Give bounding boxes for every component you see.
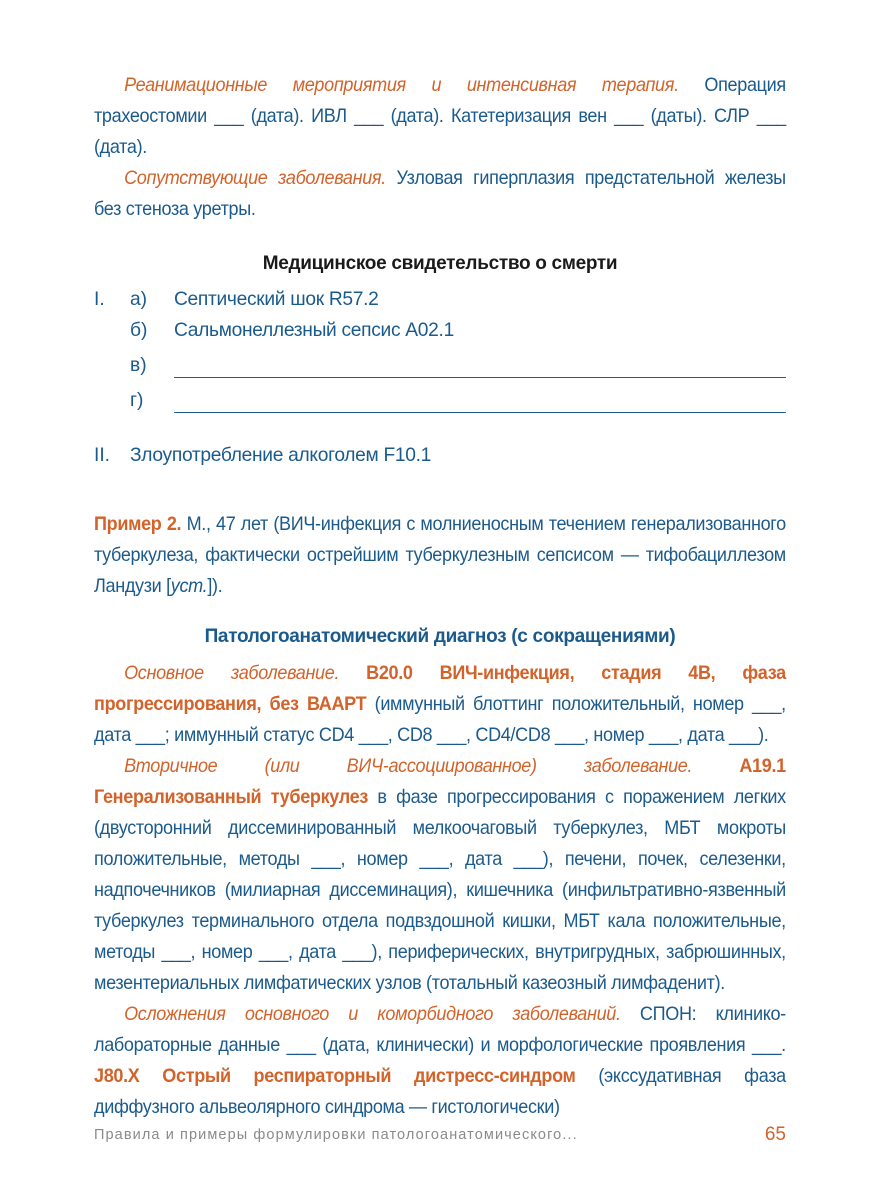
cert-row-a: [94, 289, 786, 320]
paragraph-text: Узловая гиперплазия предстательной железы без стеноза уретры.: [94, 168, 786, 220]
section-label: Реанимационные мероприятия и интенсивная терапия.: [124, 75, 679, 96]
abbreviation: уст.: [170, 576, 208, 597]
row-text: Сальмонеллезный сепсис A02.1: [174, 320, 454, 341]
diagnosis-code: A19.1 Генерализованный туберкулез: [94, 756, 786, 808]
paragraph-text: (экссудативная фаза диффузного альвеолярного синдрома — гистологически): [94, 1066, 786, 1118]
row-letter: г): [130, 390, 144, 411]
diagnosis-code: B20.0 ВИЧ-инфекция, стадия 4В, фаза прогрессирования, без ВААРТ: [94, 663, 786, 715]
death-certificate: [94, 289, 786, 509]
paragraph-text: (иммунный блоттинг положительный, номер ___, дата ___; иммунный статус CD4 ___, CD8 ___, CD4/CD8 ___, номер ___, дата ___).: [94, 694, 786, 746]
paragraph-text: Операция трахеостомии ___ (дата). ИВЛ ___ (дата). Катетеризация вен ___ (даты). СЛР ___ (дата).: [94, 75, 786, 158]
secondary-disease-paragraph: [94, 751, 786, 999]
blank-line: [174, 377, 786, 378]
section-label: Вторичное (или ВИЧ-ассоциированное) заболевание.: [124, 756, 693, 777]
row-letter: а): [130, 289, 148, 310]
example-label: Пример 2.: [94, 514, 182, 535]
part-one-numeral: I.: [94, 289, 105, 310]
row-letter: в): [130, 355, 147, 376]
section-label: Осложнения основного и коморбидного заболеваний.: [124, 1004, 621, 1025]
running-title: Правила и примеры формулировки патологоанатомического...: [94, 1127, 578, 1143]
page-number: 65: [764, 1124, 786, 1145]
cert-part-two: [94, 445, 786, 476]
row-letter: б): [130, 320, 148, 341]
certificate-title: Медицинское свидетельство о смерти: [262, 253, 618, 274]
row-text: Злоупотребление алкоголем F10.1: [130, 445, 432, 466]
part-two-numeral: II.: [94, 445, 110, 466]
example-text-end: ]).: [207, 576, 223, 597]
paragraph-comorbid: [94, 163, 786, 225]
section-label: Сопутствующие заболевания.: [124, 168, 386, 189]
page-footer: [94, 1124, 786, 1151]
diagnosis-code: J80.X Острый респираторный дистресс-синдром: [94, 1066, 576, 1087]
complications-paragraph: [94, 999, 786, 1123]
main-disease-paragraph: [94, 658, 786, 751]
example-text: М., 47 лет (ВИЧ-инфекция с молниеносным течением генерализованного туберкулеза, фактически острейшим туберкулезным сепсисом — тифобациллезом Ландузи [: [94, 514, 786, 597]
cert-row-b: [94, 320, 786, 351]
blank-line: [174, 412, 786, 413]
paragraph-resuscitation: [94, 70, 786, 163]
paragraph-text: в фазе прогрессирования с поражением легких (двусторонний диссеминированный мелкоочаговый туберкулез, МБТ мокроты положительные, методы ___, номер ___, дата ___), печени, почек, селезенки, надпочечников (милиарная диссеминация), кишечника (инфильтративно-язвенный туберкулез терминального отдела подвздошной кишки, МБТ кала положительные, методы ___, номер ___, дата ___), периферических, внутригрудных, забрюшинных, мезентериальных лимфатических узлов (тотальный казеозный лимфаденит).: [94, 787, 786, 994]
paragraph-text: СПОН: клинико-лабораторные данные ___ (дата, клинически) и морфологические проявления ___.: [94, 1004, 786, 1056]
page-content: [94, 70, 786, 1123]
section-label: Основное заболевание.: [124, 663, 340, 684]
cert-row-c: [94, 355, 786, 386]
example-paragraph: [94, 509, 786, 602]
diagnosis-title: Патологоанатомический диагноз (с сокращениями): [204, 626, 676, 647]
cert-row-d: [94, 390, 786, 421]
row-text: Септический шок R57.2: [174, 289, 379, 310]
